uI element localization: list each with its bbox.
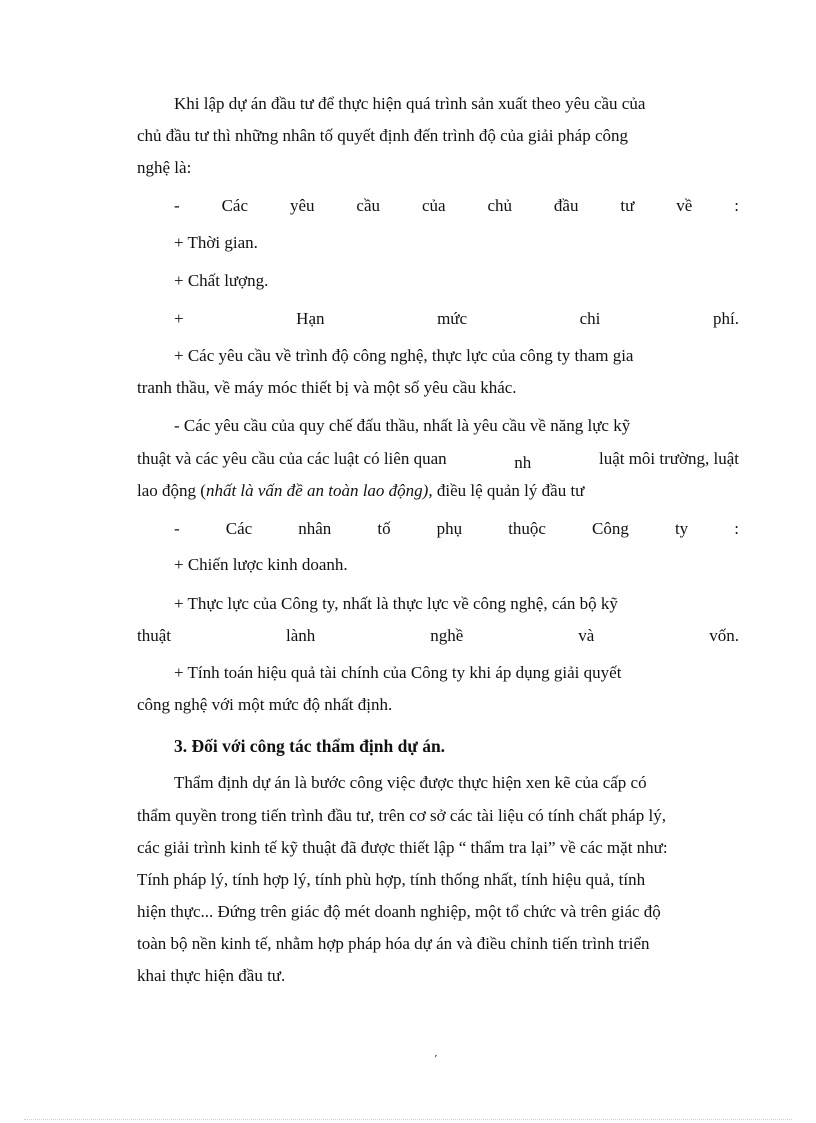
bullet-strategy: + Chiến lược kinh doanh. <box>174 555 348 574</box>
word: Các <box>221 196 249 215</box>
paragraph-line: + Các yêu cầu về trình độ công nghệ, thực lực của công ty tham gia <box>174 346 634 365</box>
paragraph-line: thẩm quyền trong tiến trình đầu tư, trên cơ sở các tài liệu có tính chất pháp lý, <box>137 806 667 825</box>
word: về <box>676 196 693 215</box>
bullet-quality: + Chất lượng. <box>174 271 269 290</box>
bullet-time: + Thời gian. <box>174 233 258 252</box>
word: và <box>578 626 595 645</box>
paragraph-line: các giải trình kinh tế kỹ thuật đã được thiết lập “ thẩm tra lại” về các mặt như: <box>137 838 668 857</box>
paragraph-line: chủ đầu tư thì những nhân tố quyết định đến trình độ của giải pháp công <box>137 126 629 145</box>
paragraph-line <box>137 478 739 504</box>
justified-line-cost <box>137 306 739 332</box>
justified-line-owner-requirements <box>137 193 739 219</box>
footer-mark: ´ <box>432 1051 442 1068</box>
paragraph-line: + Thực lực của Công ty, nhất là thực lực về công nghệ, cán bộ kỹ <box>174 594 618 613</box>
word: tư <box>620 196 635 215</box>
word: phí. <box>713 309 739 328</box>
word: thuộc <box>508 519 546 538</box>
page-bottom-divider <box>24 1119 792 1120</box>
word: chi <box>579 309 601 328</box>
paragraph-line: Tính pháp lý, tính hợp lý, tính phù hợp, tính thống nhất, tính hiệu quả, tính <box>137 870 646 889</box>
word: phụ <box>436 519 463 538</box>
paragraph-line: nghệ là: <box>137 158 192 177</box>
paragraph-line <box>137 446 739 472</box>
paragraph-line: công nghệ với một mức độ nhất định. <box>137 695 393 714</box>
word: vốn. <box>709 626 739 645</box>
section-heading: 3. Đối với công tác thẩm định dự án. <box>174 736 446 756</box>
word: nhân <box>298 519 332 538</box>
word: : <box>734 196 739 215</box>
word: - <box>174 519 180 538</box>
word: Các <box>225 519 253 538</box>
word: lành <box>285 626 316 645</box>
text-segment: thuật và các yêu cầu của các luật có liên quan <box>137 449 447 468</box>
paragraph-line: Khi lập dự án đầu tư để thực hiện quá trình sản xuất theo yêu cầu của <box>174 94 646 113</box>
word: đầu <box>553 196 579 215</box>
text-segment: điều lệ quản lý đầu tư <box>432 481 585 500</box>
word: - <box>174 196 180 215</box>
word: tố <box>377 519 391 538</box>
paragraph-line: khai thực hiện đầu tư. <box>137 966 286 985</box>
paragraph-line: toàn bộ nền kinh tế, nhằm hợp pháp hóa dự án và điều chỉnh tiến trình triển <box>137 934 650 953</box>
text-segment: nh <box>514 453 532 472</box>
word: ty <box>674 519 689 538</box>
word: mức <box>437 309 468 328</box>
paragraph-line: hiện thực... Đứng trên giác độ mét doanh nghiệp, một tổ chức và trên giác độ <box>137 902 661 921</box>
text-segment: lao động ( <box>137 481 206 500</box>
paragraph-line: Thẩm định dự án là bước công việc được thực hiện xen kẽ của cấp có <box>174 773 647 792</box>
word: của <box>421 196 446 215</box>
text-segment: luật môi trường, luật <box>598 449 739 468</box>
word: chủ <box>487 196 512 215</box>
word: thuật <box>137 626 171 645</box>
word: cầu <box>356 196 381 215</box>
word: Hạn <box>296 309 325 328</box>
word: + <box>174 309 184 328</box>
paragraph-line: tranh thầu, về máy móc thiết bị và một số yêu cầu khác. <box>137 378 517 397</box>
paragraph-line: + Tính toán hiệu quả tài chính của Công ty khi áp dụng giải quyết <box>174 663 622 682</box>
word: nghề <box>430 626 464 645</box>
word: : <box>734 519 739 538</box>
paragraph-line: - Các yêu cầu của quy chế đấu thầu, nhất là yêu cầu về năng lực kỹ <box>174 416 631 435</box>
italic-text: nhất là vấn đề an toàn lao động), <box>205 481 433 500</box>
word: Công <box>592 519 629 538</box>
word: yêu <box>289 196 315 215</box>
justified-line-capacity <box>137 623 739 649</box>
justified-line-factors <box>137 516 739 542</box>
